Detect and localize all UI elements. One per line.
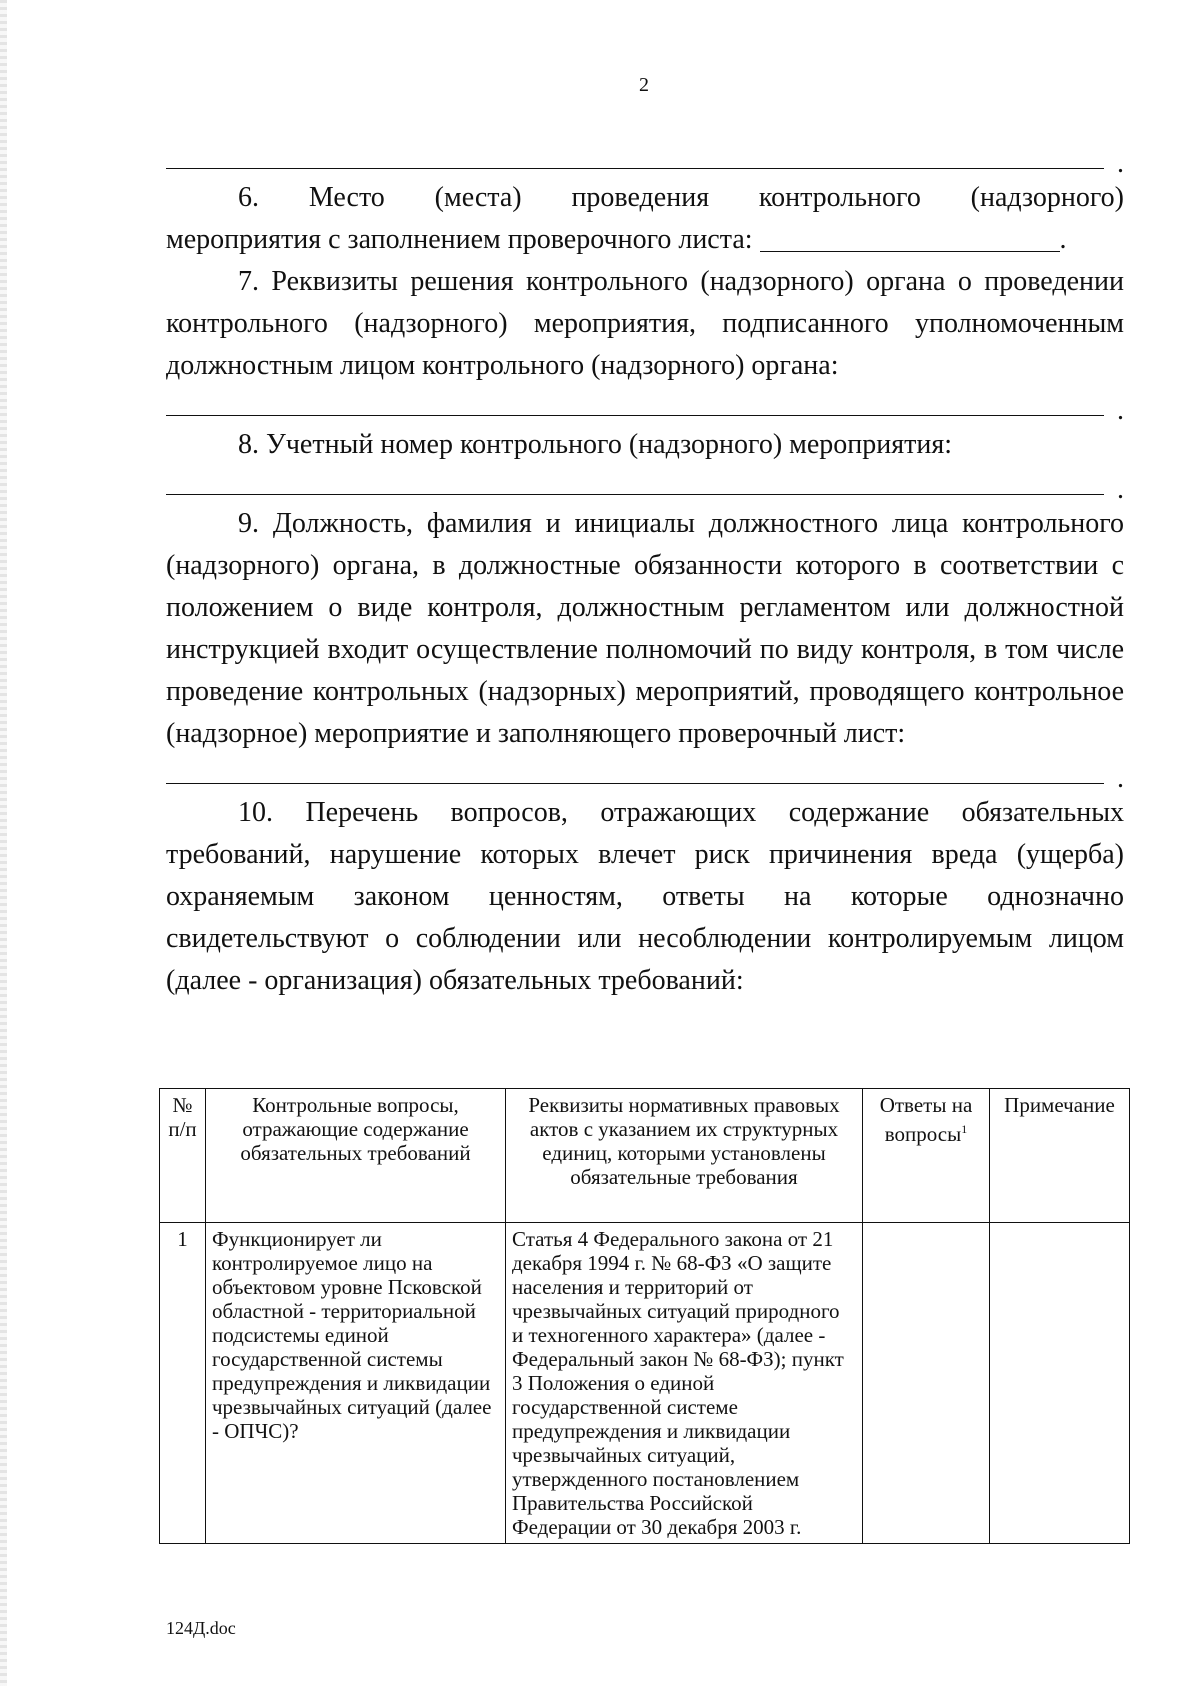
item-6-text: 6. Место (места) проведения контрольного (надзорного) мероприятия с заполнением проверочного листа: — [166, 182, 1124, 255]
document-body — [166, 140, 1124, 1002]
page-number: 2 — [639, 74, 649, 96]
footer-filename: 124Д.doc — [166, 1618, 236, 1638]
header-questions: Контрольные вопросы, отражающие содержание обязательных требований — [206, 1089, 506, 1223]
fill-line-item9 — [166, 755, 1124, 794]
item-9 — [166, 503, 1124, 755]
checklist-table — [159, 1088, 1130, 1544]
line-period: . — [1117, 474, 1124, 505]
fill-line-item6 — [760, 225, 1060, 252]
row-note[interactable] — [990, 1223, 1130, 1544]
fill-line-item5 — [166, 140, 1124, 179]
header-answers — [863, 1089, 990, 1223]
header-note: Примечание — [990, 1089, 1130, 1223]
item-8 — [166, 424, 1124, 466]
item-7 — [166, 261, 1124, 387]
line-period: . — [1117, 763, 1124, 794]
row-answer[interactable] — [863, 1223, 990, 1544]
item-8-text: 8. Учетный номер контрольного (надзорного) мероприятия: — [238, 429, 953, 460]
line-period: . — [1117, 395, 1124, 426]
footnote-marker: 1 — [961, 1122, 968, 1136]
item-6 — [166, 177, 1124, 261]
table-row — [160, 1223, 1130, 1544]
fill-line-item8 — [166, 466, 1124, 505]
item-10-text: 10. Перечень вопросов, отражающих содержание обязательных требований, нарушение которых влечет риск причинения вреда (ущерба) охраняемым законом ценностям, ответы на которые однозначно свидетельствуют о соблюдении или несоблюдении контролируемым лицом (далее - организация) обязательных требований: — [166, 797, 1124, 996]
scan-edge — [0, 0, 7, 1686]
table-header-row — [160, 1089, 1130, 1223]
row-requisites: Статья 4 Федерального закона от 21 декабря 1994 г. № 68-ФЗ «О защите населения и территорий от чрезвычайных ситуаций природного и техногенного характера» (далее - Федеральный закон № 68-ФЗ); пункт 3 Положения о единой государственной системе предупреждения и ликвидации чрезвычайных ситуаций, утвержденного постановлением Правительства Российской Федерации от 30 декабря 2003 г. — [506, 1223, 863, 1544]
row-question: Функционирует ли контролируемое лицо на объектовом уровне Псковской областной - территориальной подсистемы единой государственной системы предупреждения и ликвидации чрезвычайных ситуаций (далее - ОПЧС)? — [206, 1223, 506, 1544]
item-7-text: 7. Реквизиты решения контрольного (надзорного) органа о проведении контрольного (надзорного) мероприятия, подписанного уполномоченным должностным лицом контрольного (надзорного) органа: — [166, 266, 1124, 381]
header-requisites: Реквизиты нормативных правовых актов с указанием их структурных единиц, которыми установлены обязательные требования — [506, 1089, 863, 1223]
checklist-table-wrap — [159, 1088, 1129, 1544]
item-9-text: 9. Должность, фамилия и инициалы должностного лица контрольного (надзорного) органа, в должностные обязанности которого в соответствии с положением о виде контроля, должностным регламентом или должностной инструкцией входит осуществление полномочий по виду контроля, в том числе проведение контрольных (надзорных) мероприятий, проводящего контрольное (надзорное) мероприятие и заполняющего проверочный лист: — [166, 508, 1124, 749]
fill-line-item7 — [166, 387, 1124, 426]
header-answers-label: Ответы на вопросы — [879, 1093, 973, 1146]
line-period: . — [1117, 148, 1124, 179]
line-period: . — [1059, 224, 1067, 255]
row-num: 1 — [160, 1223, 206, 1544]
item-10 — [166, 792, 1124, 1002]
header-num: № п/п — [160, 1089, 206, 1223]
